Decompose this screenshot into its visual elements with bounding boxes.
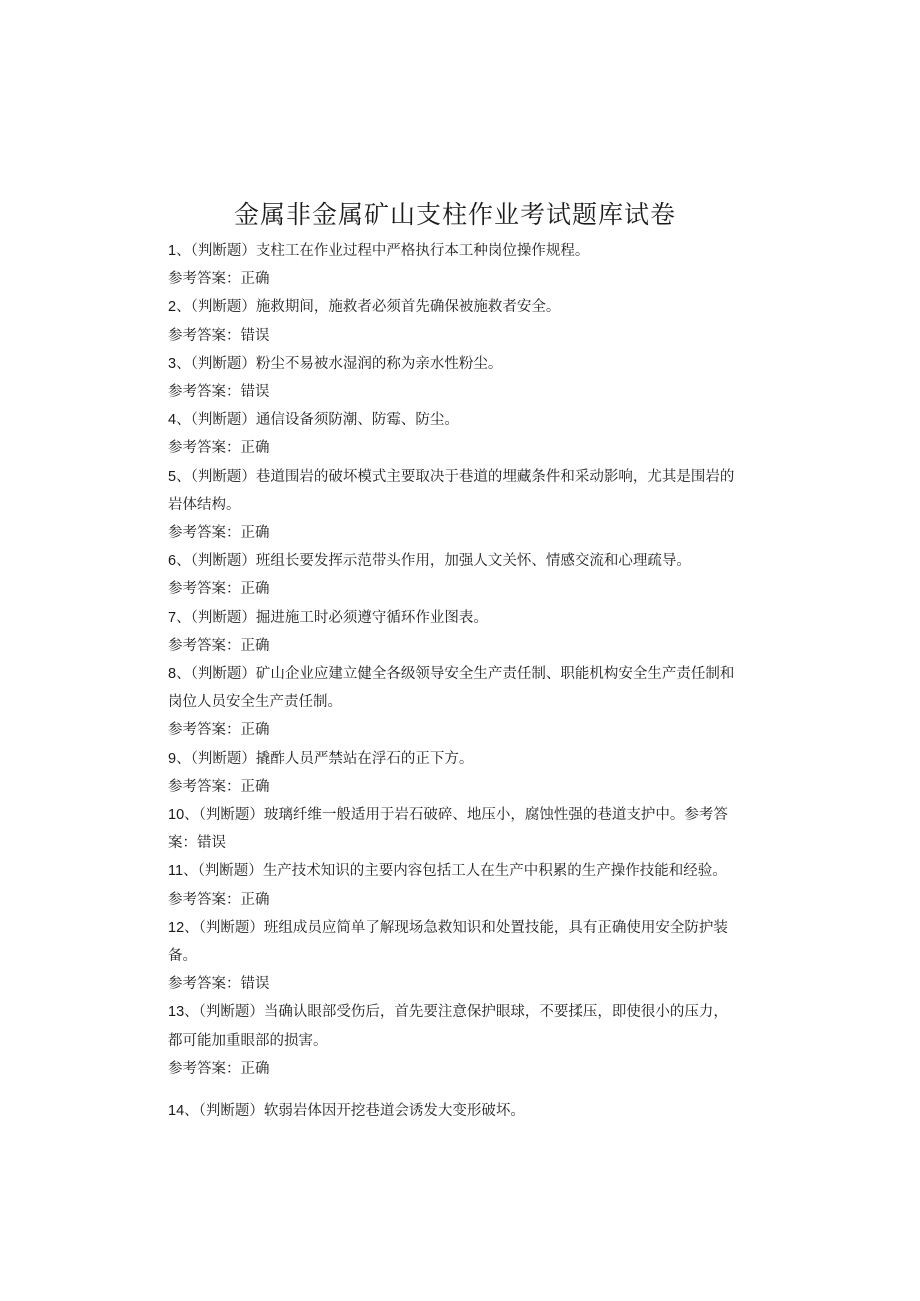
answer-label: 参考答案： [168,637,241,654]
question-separator: 、 [176,750,191,767]
question-12 [168,914,742,970]
question-separator: 、 [184,1103,199,1120]
answer-label: 参考答案： [168,891,241,908]
question-text: 支柱工在作业过程中严格执行本工种岗位操作规程。 [255,243,590,259]
question-4 [168,406,742,434]
question-2 [168,293,742,321]
question-1 [168,237,742,265]
paragraph-gap [168,1083,742,1097]
question-type: （判断题） [190,243,256,259]
question-separator: 、 [176,299,191,316]
answer-value: 错误 [197,835,226,852]
question-type: （判断题） [190,750,256,767]
question-type: （判断题） [190,666,256,683]
answer-value: 正确 [240,271,270,288]
answer-label: 参考答案： [168,807,728,852]
question-6 [168,547,742,575]
answer-label: 参考答案： [168,581,241,598]
answer-label: 参考答案： [168,778,241,795]
answer-value: 正确 [240,637,270,654]
question-type: （判断题） [190,355,256,372]
question-text: 粉尘不易被水湿润的称为亲水性粉尘。 [255,355,503,372]
question-number: 11 [168,863,184,880]
question-9 [168,745,742,773]
question-type: （判断题） [190,609,256,626]
question-number: 4 [168,412,177,429]
question-text: 通信设备须防潮、防霉、防尘。 [255,412,459,429]
answer-6 [168,575,742,603]
answer-label: 参考答案： [168,384,241,401]
answer-value: 正确 [240,891,270,908]
question-list [168,237,742,1125]
question-text: 班组成员应简单了解现场急救知识和处置技能，具有正确使用安全防护装备。 [168,919,728,965]
question-type: （判断题） [198,919,264,936]
document-title: 金属非金属矿山支柱作业考试题库试卷 [233,199,676,229]
question-separator: 、 [176,243,191,259]
answer-value: 正确 [240,581,270,598]
answer-9 [168,773,742,801]
question-separator: 、 [184,919,199,936]
question-8 [168,660,742,716]
question-separator: 、 [176,355,191,372]
question-separator: 、 [176,609,191,626]
question-number: 1 [168,243,177,259]
question-type: （判断题） [198,807,264,824]
answer-7 [168,632,742,660]
question-number: 12 [168,919,185,936]
answer-label: 参考答案： [168,722,241,739]
question-number: 7 [168,609,177,626]
question-10 [168,801,742,857]
question-text: 玻璃纤维一般适用于岩石破碎、地压小，腐蚀性强的巷道支护中。 [263,807,685,824]
question-number: 5 [168,468,177,485]
answer-value: 正确 [240,1060,270,1077]
question-type: （判断题） [190,299,256,316]
question-type: （判断题） [198,1004,264,1021]
question-7 [168,604,742,632]
question-separator: 、 [176,553,191,570]
answer-4 [168,434,742,462]
answer-label: 参考答案： [168,525,241,542]
question-type: （判断题） [190,553,256,570]
question-number: 10 [168,807,185,824]
answer-label: 参考答案： [168,327,241,344]
answer-13 [168,1055,742,1083]
question-type: （判断题） [197,863,263,880]
answer-label: 参考答案： [168,271,241,288]
question-separator: 、 [183,863,198,880]
question-3 [168,350,742,378]
question-number: 14 [168,1103,185,1120]
question-text: 软弱岩体因开挖巷道会诱发大变形破坏。 [263,1103,525,1120]
question-separator: 、 [176,666,191,683]
answer-8 [168,716,742,744]
answer-label: 参考答案： [168,440,241,457]
answer-value: 正确 [240,440,270,457]
answer-value: 正确 [240,722,270,739]
answer-1 [168,265,742,293]
question-14 [168,1097,742,1125]
question-separator: 、 [184,807,199,824]
question-text: 掘进施工时必须遵守循环作业图表。 [255,609,488,626]
question-text: 撬酢人员严禁站在浮石的正下方。 [255,750,474,767]
question-text: 班组长要发挥示范带头作用，加强人文关怀、情感交流和心理疏导。 [255,553,691,570]
question-number: 3 [168,355,177,372]
answer-value: 错误 [240,384,270,401]
question-text: 施救期间，施救者必须首先确保被施救者安全。 [255,299,561,316]
question-separator: 、 [184,1004,199,1021]
answer-label: 参考答案： [168,1060,241,1077]
question-number: 13 [168,1004,185,1021]
question-text: 巷道围岩的破坏模式主要取决于巷道的埋藏条件和采动影响，尤其是围岩的岩体结构。 [168,468,735,513]
question-5 [168,463,742,519]
question-13 [168,998,742,1054]
question-11 [168,857,742,885]
question-text: 当确认眼部受伤后，首先要注意保护眼球，不要揉压，即使很小的压力，都可能加重眼部的损害。 [168,1004,728,1049]
question-type: （判断题） [190,412,256,429]
question-number: 9 [168,750,177,767]
answer-value: 正确 [240,525,270,542]
question-separator: 、 [176,468,191,485]
question-text: 生产技术知识的主要内容包括工人在生产中积累的生产操作技能和经验。 [262,863,727,880]
question-number: 8 [168,666,177,683]
question-number: 2 [168,299,177,316]
question-type: （判断题） [198,1103,264,1120]
question-separator: 、 [176,412,191,429]
question-text: 矿山企业应建立健全各级领导安全生产责任制、职能机构安全生产责任制和岗位人员安全生产责任制。 [168,666,735,711]
question-type: （判断题） [190,468,256,485]
answer-5 [168,519,742,547]
answer-label: 参考答案： [168,976,241,993]
answer-12 [168,970,742,998]
answer-value: 错误 [240,976,270,993]
answer-value: 错误 [240,327,270,344]
answer-value: 正确 [240,778,270,795]
question-number: 6 [168,553,177,570]
answer-2 [168,322,742,350]
answer-11 [168,886,742,914]
answer-3 [168,378,742,406]
